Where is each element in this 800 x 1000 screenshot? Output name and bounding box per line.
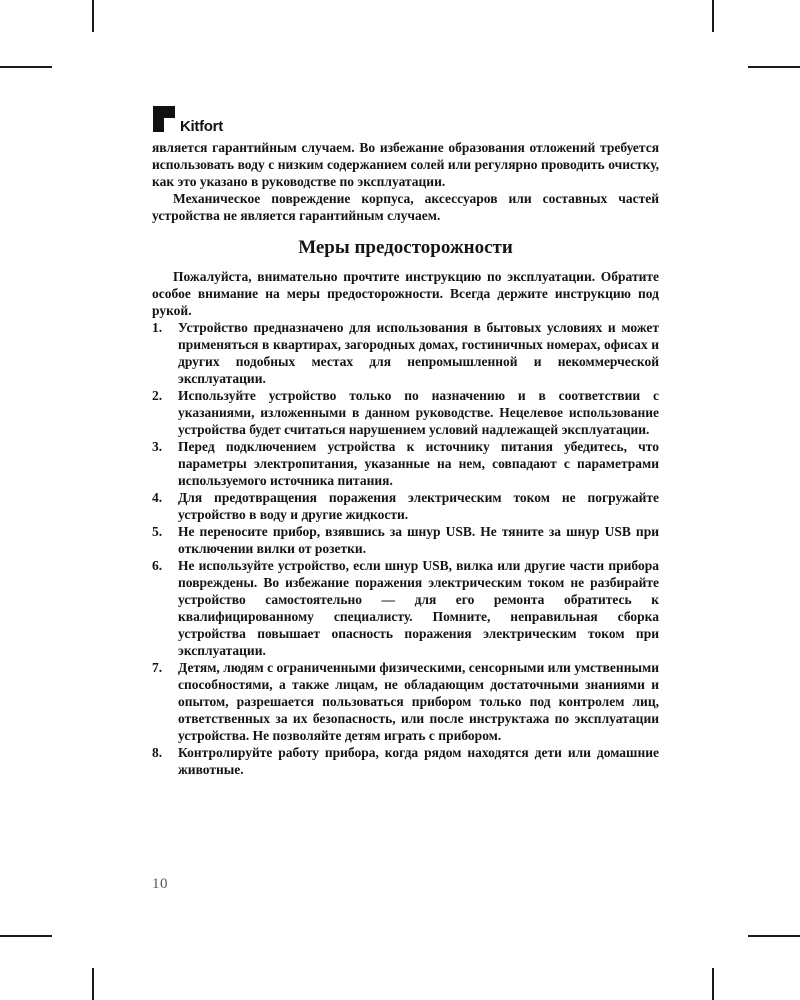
intro-paragraph-1: является гарантийным случаем. Во избежание образования отложений требуется использовать воду с низким содержанием солей или регулярно проводить очистку, как это указано в руководстве по эксплуатации. xyxy=(152,140,659,189)
precautions-list xyxy=(152,319,659,778)
list-item-text: Используйте устройство только по назначению и в соответствии с указаниями, изложенными в данном руководстве. Нецелевое использование устройства будет считаться нарушением условий надлежащей эксплуатации. xyxy=(178,388,659,437)
list-item-number: 7. xyxy=(152,660,163,675)
list-item-number: 3. xyxy=(152,439,163,454)
crop-mark-bottom-left xyxy=(92,968,94,1000)
list-item-text: Устройство предназначено для использования в бытовых условиях и может применяться в квартирах, загородных домах, гостиничных номерах, офисах и других подобных местах для непромышленной и некоммерческой эксплуатации. xyxy=(178,320,659,386)
list-item xyxy=(152,744,659,778)
crop-mark-left-bottom xyxy=(0,935,52,937)
list-item-text: Контролируйте работу прибора, когда рядом находятся дети или домашние животные. xyxy=(178,745,659,777)
list-item-number: 2. xyxy=(152,388,163,403)
list-item xyxy=(152,319,659,387)
list-item-number: 4. xyxy=(152,490,163,505)
intro-paragraph-2: Механическое повреждение корпуса, аксессуаров или составных частей устройства не является гарантийным случаем. xyxy=(152,191,659,223)
list-item-text: Не переносите прибор, взявшись за шнур USB. Не тяните за шнур USB при отключении вилки от розетки. xyxy=(178,524,659,556)
crop-mark-right-top xyxy=(748,66,800,68)
section-title: Меры предосторожности xyxy=(298,237,513,258)
kitfort-logo-icon xyxy=(152,104,178,134)
list-item-text: Для предотвращения поражения электрическим током не погружайте устройство в воду и другие жидкости. xyxy=(178,490,659,522)
list-item-number: 6. xyxy=(152,558,163,573)
brand-name: Kitfort xyxy=(180,118,223,135)
crop-mark-top-left xyxy=(92,0,94,32)
list-item xyxy=(152,523,659,557)
list-item-text: Перед подключением устройства к источнику питания убедитесь, что параметры электропитания, указанные на нем, совпадают с параметрами используемого источника питания. xyxy=(178,439,659,488)
list-item-number: 5. xyxy=(152,524,163,539)
list-item xyxy=(152,489,659,523)
crop-mark-top-right xyxy=(712,0,714,32)
list-item-text: Детям, людям с ограниченными физическими, сенсорными или умственными способностями, а также лицам, не обладающим достаточными знаниями и опытом, разрешается пользоваться прибором только под контролем лиц, ответственных за их безопасность, или после инструктажа по эксплуатации устройства. Не позволяйте детям играть с прибором. xyxy=(178,660,659,743)
list-item xyxy=(152,557,659,659)
list-item-number: 1. xyxy=(152,320,163,335)
page-number: 10 xyxy=(152,876,168,892)
crop-mark-left-top xyxy=(0,66,52,68)
list-item-text: Не используйте устройство, если шнур USB, вилка или другие части прибора повреждены. Во избежание поражения электрическим током не разбирайте устройство самостоятельно — для его ремонта обратитесь к квалифицированному специалисту. Помните, неправильная сборка устройства повышает опасность поражения электрическим током при эксплуатации. xyxy=(178,558,659,658)
list-item xyxy=(152,659,659,744)
list-item xyxy=(152,438,659,489)
page-content xyxy=(152,139,659,778)
section-lead: Пожалуйста, внимательно прочтите инструкцию по эксплуатации. Обратите особое внимание на меры предосторожности. Всегда держите инструкцию под рукой. xyxy=(152,269,659,318)
crop-mark-bottom-right xyxy=(712,968,714,1000)
crop-mark-right-bottom xyxy=(748,935,800,937)
list-item xyxy=(152,387,659,438)
list-item-number: 8. xyxy=(152,745,163,760)
